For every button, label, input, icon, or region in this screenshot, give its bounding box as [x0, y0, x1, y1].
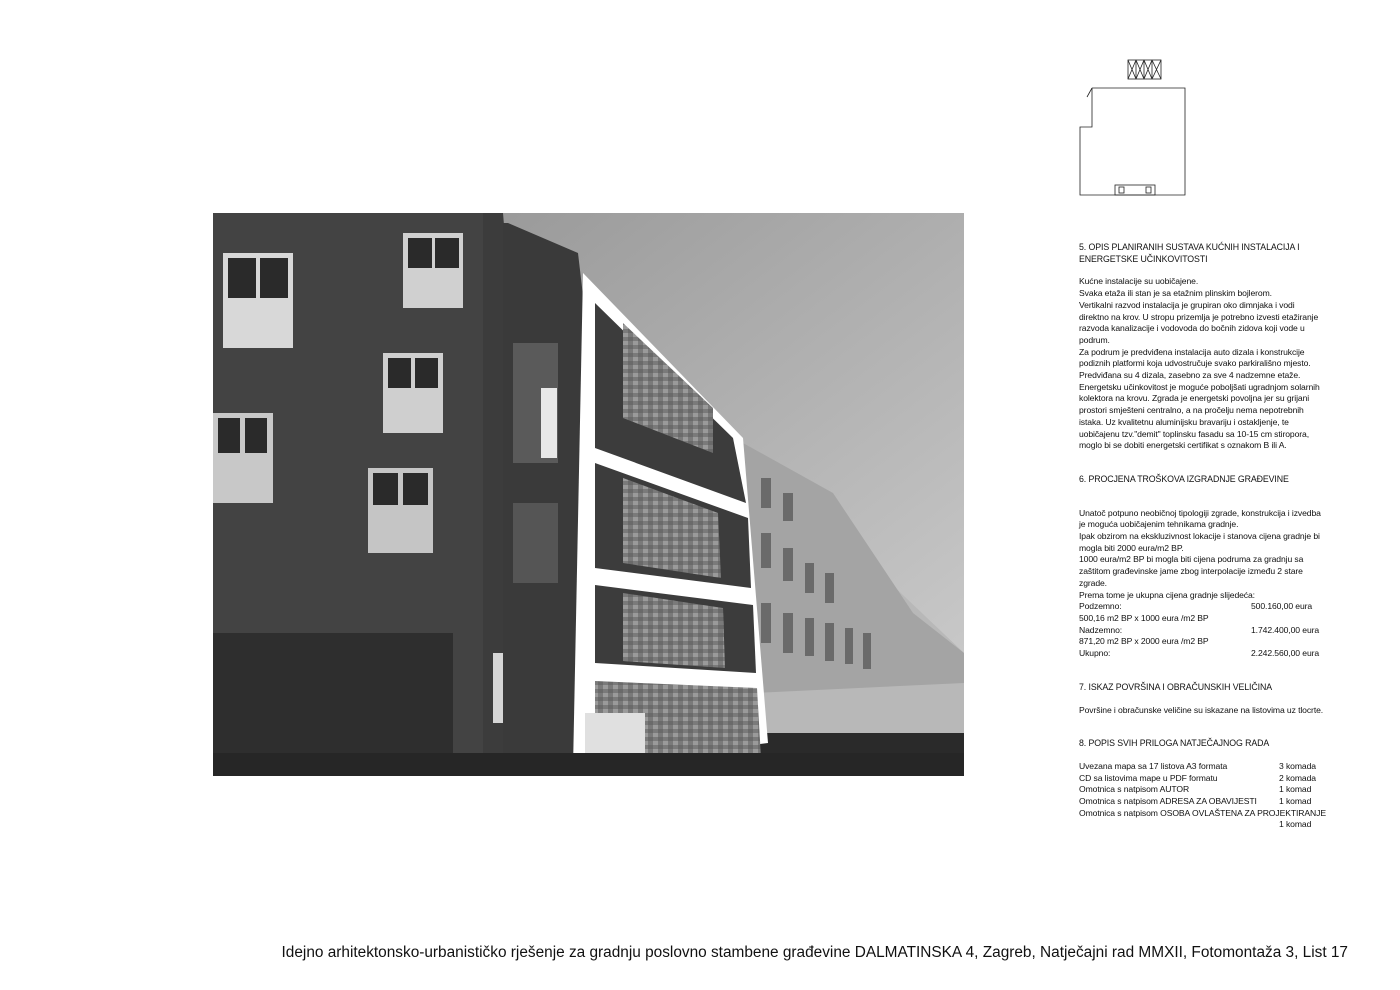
cost-row: Ukupno: 2.242.560,00 eura — [1079, 648, 1320, 659]
cost-table — [1079, 601, 1349, 660]
list-item: Omotnica s natpisom OSOBA OVLAŠTENA ZA PROJEKTIRANJE — [1079, 807, 1326, 818]
section-5-title: 5. OPIS PLANIRANIH SUSTAVA KUĆNIH INSTALACIJA I ENERGETSKE UČINKOVITOSTI — [1079, 242, 1300, 264]
cost-row: Podzemno: 500.160,00 eura — [1079, 601, 1313, 612]
cost-row: 500,16 m2 BP x 1000 eura /m2 BP — [1079, 612, 1209, 623]
section-8-title: 8. POPIS SVIH PRILOGA NATJEČAJNOG RADA — [1079, 738, 1270, 749]
attachments-list — [1079, 761, 1349, 831]
list-item: Uvezana mapa sa 17 listova A3 formata 3 komada — [1079, 760, 1316, 771]
section-7-body: Površine i obračunske veličine su iskazane na listovima uz tlocrte. — [1079, 704, 1324, 715]
text-column — [1079, 242, 1349, 831]
list-item: Omotnica s natpisom AUTOR 1 komad — [1079, 784, 1312, 795]
section-6-title: 6. PROCJENA TROŠKOVA IZGRADNJE GRAĐEVINE — [1079, 473, 1289, 484]
cost-row: 871,20 m2 BP x 2000 eura /m2 BP — [1079, 636, 1209, 647]
photomontage-image — [213, 213, 964, 776]
list-item: CD sa listovima mape u PDF formatu 2 komada — [1079, 772, 1316, 783]
section-7-title: 7. ISKAZ POVRŠINA I OBRAČUNSKIH VELIČINA — [1079, 681, 1273, 692]
cost-row: Nadzemno: 1.742.400,00 eura — [1079, 624, 1320, 635]
sheet-caption: Idejno arhitektonsko-urbanističko rješenje za gradnju poslovno stambene građevine DALMATINSKA 4, Zagreb, Natječajni rad MMXII, Fotomontaža 3, List 17 — [281, 944, 1348, 961]
list-item: Omotnica s natpisom ADRESA ZA OBAVIJESTI 1 komad — [1079, 796, 1312, 807]
section-5-body: Kućne instalacije su uobičajene. Svaka etaža ili stan je sa etažnim plinskim bojlerom. Vertikalni razvod instalacija je grupiran oko dimnjaka i vodi direktno na krov. U stropu prizemlja je potrebno izvesti etažiranje razvoda kanalizacije i vodovoda do bočnih zidova koji vode u podrum. Za podrum je predviđena instalacija auto dizala i konstrukcije podiznih platformi koja udvostručuje svako parkirališno mjesto. Predviđana su 4 dizala, zasebno za sve 4 nadzemne etaže. Energetsku učinkovitost je moguće poboljšati ugradnjom solarnih kolektora na krovu. Zgrada je energetski povoljna jer su grijani prostori smješteni centralno, a na pročelju nema nepotrebnih istaka. Uz kvalitetnu aluminijsku bravariju i ostakljenje, te uobičajenu tzv."demit" toplinsku fasadu sa 10-15 cm stiropora, moglo bi se dobiti energetski certifikat s oznakom B ili A. — [1079, 276, 1320, 451]
list-item: 1 komad — [1279, 819, 1312, 830]
site-plan-drawing — [1075, 55, 1190, 200]
section-6-body: Unatoč potpuno neobičnoj tipologiji zgrade, konstrukcija i izvedba je moguća uobičajenim tehnikama gradnje. Ipak obzirom na ekskluzivnost lokacije i stanova cijena gradnje bi mogla biti 2000 eura/m2 BP. 1000 eura/m2 BP bi mogla biti cijena podruma za gradnju sa zaštitom građevinske jame zbog interpolacije između 2 stare zgrade. Prema tome je ukupna cijena gradnje slijedeća: — [1079, 507, 1321, 600]
photomontage-icon — [213, 213, 964, 776]
